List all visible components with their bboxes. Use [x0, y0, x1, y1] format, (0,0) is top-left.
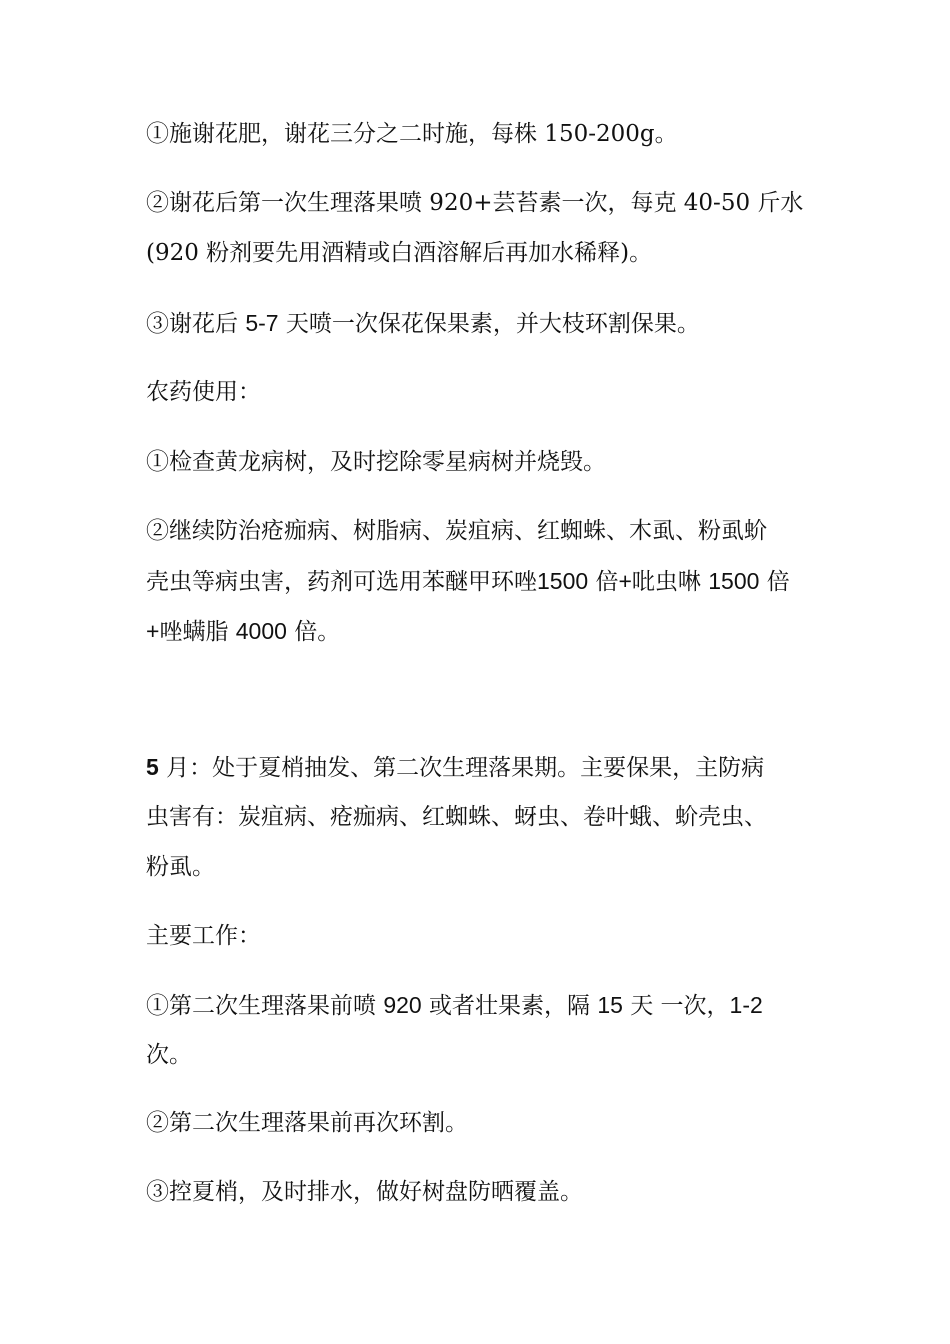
work-item-1-c: 或者壮果素，隔	[421, 993, 598, 1019]
work-item-1-f: 1-2	[729, 992, 763, 1018]
pesticide-item-2-line-2-d: +	[618, 568, 632, 594]
pesticide-item-2-line-3-b: 唑螨脂	[159, 619, 236, 645]
april-item-3-number: 5-7	[245, 310, 279, 336]
april-item-3-suffix: 天喷一次保花保果素，并大枝环割保果。	[278, 311, 700, 337]
pesticide-item-2	[146, 506, 816, 656]
work-heading	[146, 911, 816, 961]
april-item-3-line	[146, 298, 816, 348]
pesticide-item-2-line-1: ②继续防治疮痂病、树脂病、炭疽病、红蜘蛛、木虱、粉虱蚧	[146, 518, 767, 544]
april-item-2	[146, 178, 816, 278]
work-item-1-e: 天 一次，	[622, 993, 730, 1019]
pesticide-item-2-line-2	[146, 556, 816, 606]
work-item-1-line-1	[146, 980, 816, 1030]
april-item-2-line-2: (920 粉剂要先用酒精或白酒溶解后再加水稀释)。	[146, 240, 653, 266]
pesticide-item-2-line-2-e: 吡虫啉	[631, 569, 709, 595]
work-item-2	[146, 1098, 816, 1148]
pesticide-item-2-line-3	[146, 606, 816, 656]
pesticide-item-2-line-2-g: 倍	[759, 569, 790, 595]
may-intro-line-1-text: 月：处于夏梢抽发、第二次生理落果期。主要保果，主防病	[158, 755, 765, 781]
work-item-2-text: ②第二次生理落果前再次环割。	[146, 1110, 468, 1136]
may-intro	[146, 742, 816, 892]
april-item-2-line-1: ②谢花后第一次生理落果喷 920+芸苔素一次，每克 40-50 斤水	[146, 190, 804, 216]
work-item-1	[146, 980, 816, 1080]
work-item-1-line-2: 次。	[146, 1042, 192, 1068]
pesticide-heading-text: 农药使用：	[146, 379, 261, 405]
work-item-1-b: 920	[383, 992, 422, 1018]
may-month-number: 5	[146, 754, 159, 780]
work-item-3-text: ③控夏梢，及时排水，做好树盘防晒覆盖。	[146, 1179, 583, 1205]
pesticide-item-2-line-3-c: 4000	[235, 618, 287, 644]
april-item-3-prefix: ③谢花后	[146, 311, 246, 337]
work-item-3	[146, 1167, 816, 1217]
april-item-1	[146, 109, 816, 159]
pesticide-item-2-line-3-d: 倍。	[286, 619, 341, 645]
pesticide-heading	[146, 367, 816, 417]
pesticide-item-2-line-2-b: 1500	[537, 568, 589, 594]
pesticide-item-2-line-2-f: 1500	[708, 568, 760, 594]
april-item-3	[146, 298, 816, 348]
pesticide-item-1	[146, 437, 816, 487]
work-heading-text: 主要工作：	[146, 923, 261, 949]
pesticide-item-2-line-3-a: +	[146, 618, 160, 644]
may-intro-line-2: 虫害有：炭疽病、疮痂病、红蜘蛛、蚜虫、卷叶蛾、蚧壳虫、	[146, 804, 767, 830]
may-intro-line-1	[146, 742, 816, 792]
pesticide-item-2-line-2-c: 倍	[588, 569, 619, 595]
april-item-1-text: ①施谢花肥，谢花三分之二时施，每株 150-200g。	[146, 121, 678, 147]
work-item-1-d: 15	[597, 992, 623, 1018]
pesticide-item-2-line-2-a: 壳虫等病虫害，药剂可选用苯醚甲环唑	[146, 569, 537, 595]
work-item-1-a: ①第二次生理落果前喷	[146, 993, 384, 1019]
may-intro-line-3: 粉虱。	[146, 854, 215, 880]
pesticide-item-1-text: ①检查黄龙病树，及时挖除零星病树并烧毁。	[146, 449, 606, 475]
